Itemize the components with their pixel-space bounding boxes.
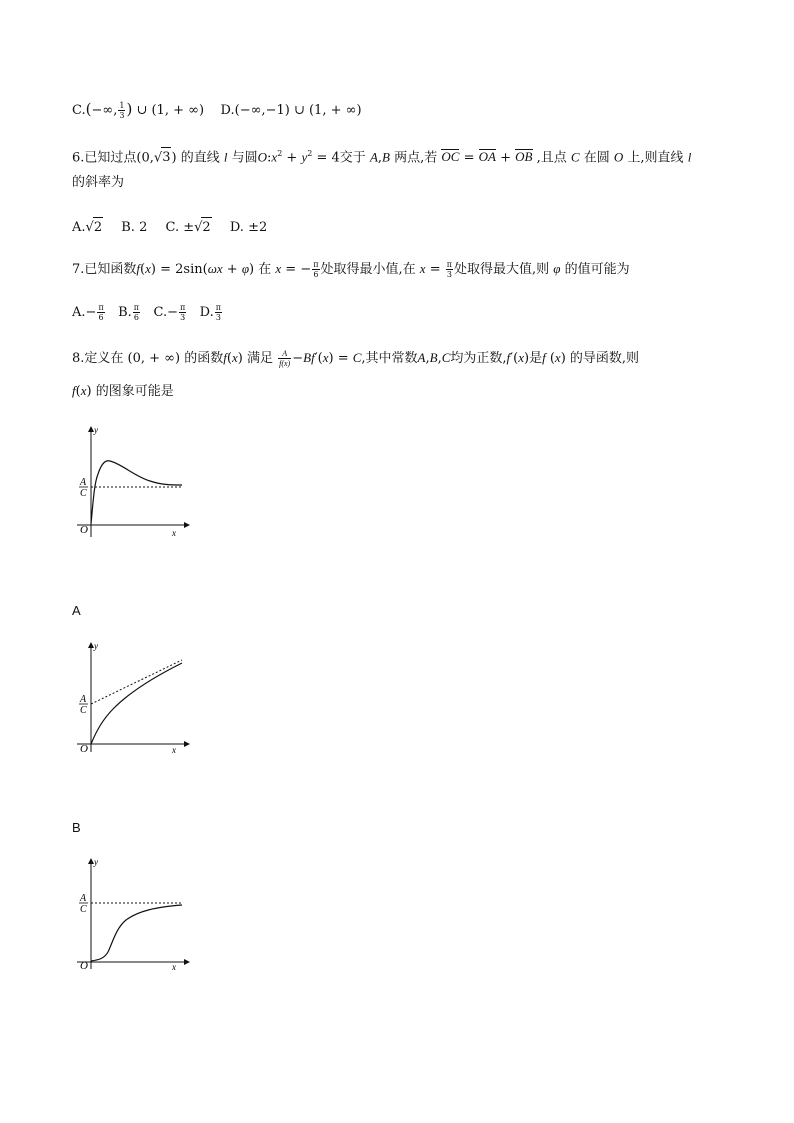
option-a-label: A: [72, 603, 81, 618]
ac-numerator: A: [80, 477, 87, 488]
option-d-label: D.: [220, 103, 235, 118]
ac-numerator: A: [80, 893, 87, 904]
option-c-label: C.: [72, 103, 86, 118]
x-axis-label: x: [172, 528, 176, 538]
sqrt-symbol: √: [153, 150, 163, 166]
ac-numerator: A: [80, 694, 87, 705]
origin-label: O: [80, 960, 88, 970]
y-axis-label: y: [94, 425, 98, 435]
ac-denominator: C: [80, 488, 87, 499]
y-axis-label: y: [94, 641, 98, 651]
graph-increasing: [72, 640, 192, 754]
q5-options-line: C.(−∞, $\frac{1}{3}$ ) ∪ (1, + ∞) D.(−∞,−1) ∪ (1, + ∞): [72, 100, 362, 120]
q6-stem-line2: 的斜率为: [72, 175, 125, 190]
graph-peak-decay: [72, 424, 192, 538]
q7-options: A.− $\frac{\pi}{6}$ B. $\frac{\pi}{6}$ C.− $\frac{\pi}{3}$ D. $\frac{\pi}{3}$: [72, 303, 222, 322]
graph-sigmoid: [72, 856, 192, 970]
x-axis-label: x: [172, 745, 176, 754]
option-b-label: B: [72, 820, 81, 835]
q6-stem-line1: 6.已知过点(0,√3) 的直线 l 与圆$O:x^2 + y^2 = 4$交于 A,B 两点,若 OC = OA + OB ,且点 C 在圆 O 上,则直线 l: [72, 144, 691, 168]
origin-label: O: [80, 524, 88, 536]
q6-options: A.√2 B. 2 C. ±√2 D. ±2: [72, 217, 281, 238]
ac-denominator: C: [80, 904, 87, 915]
fraction-one-third: $\frac{1}{3}$: [119, 101, 125, 120]
q8-stem-line2: f(x) 的图象可能是: [72, 383, 174, 399]
x-axis-label: x: [172, 962, 176, 970]
ac-denominator: C: [80, 705, 87, 716]
q7-stem: 7.已知函数f(x) = 2sin(ωx + φ) 在 x = − $\frac{\pi}{6}$ 处取得最小值,在 x = $\frac{\pi}{3}$ 处取得最大值,则 φ 的值可能为: [72, 260, 630, 279]
y-axis-label: y: [94, 857, 98, 867]
q8-stem-line1: 8.定义在 (0, + ∞) 的函数f(x) 满足 $\frac{A}{f(x)}$ −Bf′(x) = C,其中常数A,B,C均为正数,f′(x)是f (x) 的导函数,则: [72, 349, 640, 368]
origin-label: O: [80, 743, 88, 754]
